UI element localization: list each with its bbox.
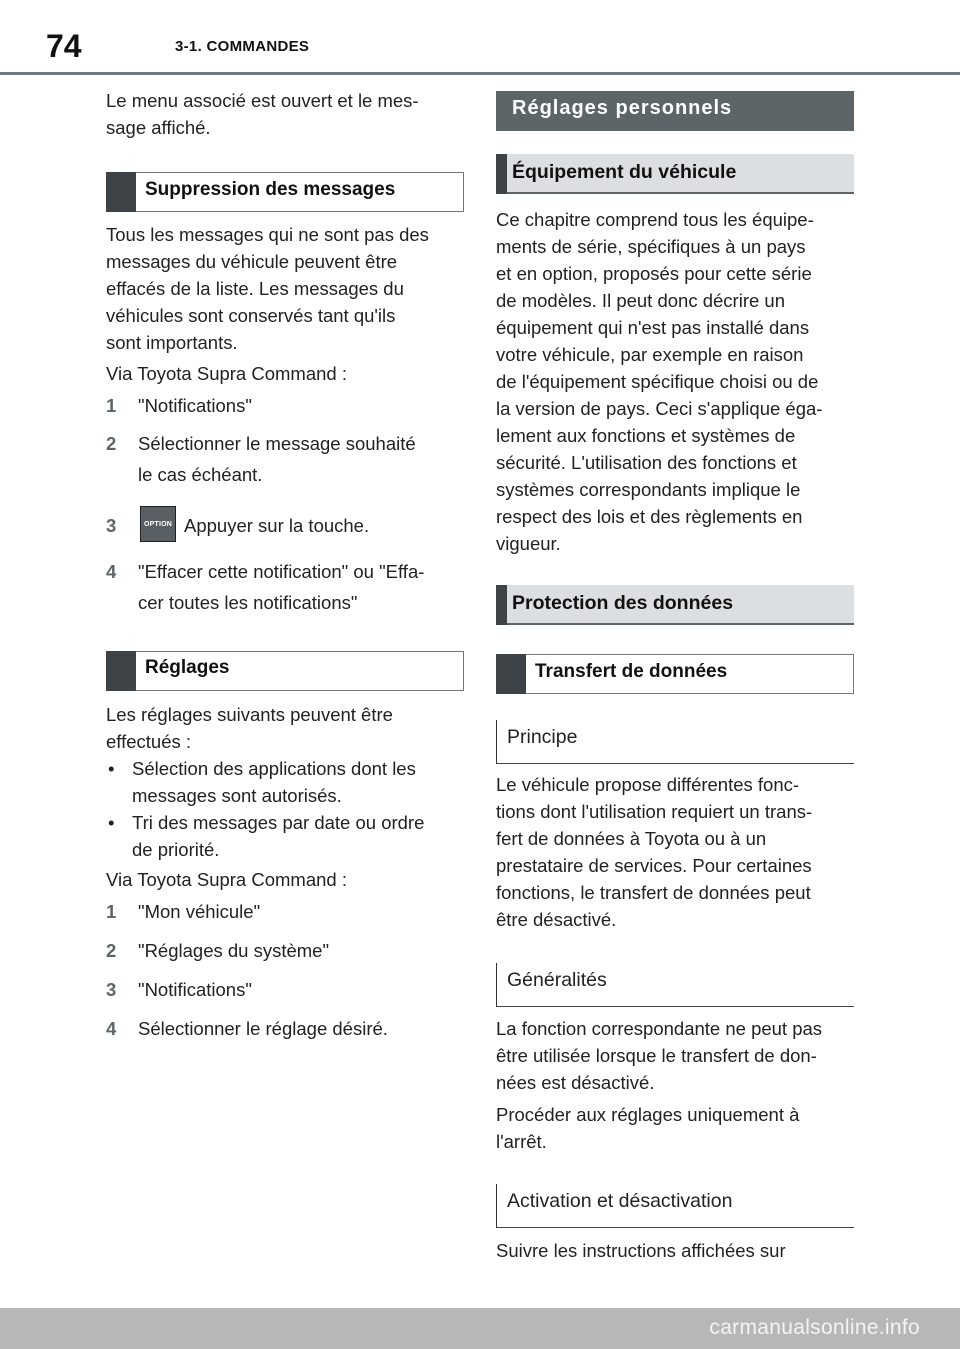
heading-reglages-personnels: Réglages personnels <box>496 91 854 131</box>
heading-reglages: Réglages <box>106 651 464 691</box>
activation-paragraph: Suivre les instructions affichées sur <box>496 1240 786 1261</box>
suppression-paragraph: Tous les messages qui ne sont pas des messages du véhicule peuvent être effacés de la liste. Les messages du véhicules sont conservés tant qu'ils sont importants. <box>106 224 429 353</box>
subheading-generalites: Généralités <box>496 963 854 1007</box>
equipement-paragraph: Ce chapitre comprend tous les équipe- ments de série, spécifiques à un pays et en option, proposés pour cette série de modèles. Il peut donc décrire un équipement qui n'est pas installé dans votre véhicule, par exemple en raison de l'équipement spécifique choisi ou de la version de pays. Ceci s'applique éga- lement aux fonctions et systèmes de sécurité. L'utilisation des fonctions et systèmes correspondants implique le respect des lois et des règlements en vigueur. <box>496 209 823 554</box>
heading-bar <box>496 154 507 194</box>
step-4: 4 "Effacer cette notification" ou "Effa- cer toutes les notifications" <box>106 561 425 613</box>
header-divider <box>0 72 960 75</box>
page-header <box>0 0 960 78</box>
heading-suppression-messages: Suppression des messages <box>106 172 464 212</box>
step-3: 3 OPTION Appuyer sur la touche. <box>106 512 464 539</box>
heading-transfert-donnees: Transfert de données <box>496 654 854 694</box>
watermark-bar <box>0 1308 960 1349</box>
bullet-item: • Tri des messages par date ou ordre de priorité. <box>108 812 425 860</box>
heading-protection-donnees: Protection des données <box>496 585 854 625</box>
heading-equipement-vehicule: Équipement du véhicule <box>496 154 854 194</box>
principe-paragraph: Le véhicule propose différentes fonc- tions dont l'utilisation requiert un trans- fert de données à Toyota ou à un prestataire de services. Pour certaines fonctions, le transfert de données peut être désactivé. <box>496 774 813 930</box>
heading-bar <box>496 654 526 694</box>
step-4: 4 Sélectionner le réglage désiré. <box>106 1018 388 1039</box>
reglages-paragraph: Les réglages suivants peuvent être effectués : <box>106 704 393 752</box>
subheading-activation: Activation et désactivation <box>496 1184 854 1228</box>
step-1: 1 "Mon véhicule" <box>106 901 261 922</box>
step-3: 3 "Notifications" <box>106 979 252 1000</box>
via-command-1: Via Toyota Supra Command : <box>106 363 347 384</box>
heading-bar <box>496 585 507 625</box>
section-label: 3-1. COMMANDES <box>175 38 310 55</box>
heading-bar <box>106 172 136 212</box>
page-number: 74 <box>46 28 82 64</box>
option-key-icon: OPTION <box>140 506 176 542</box>
step-2: 2 Sélectionner le message souhaité le cas échéant. <box>106 433 416 485</box>
heading-bar <box>106 651 136 691</box>
intro-paragraph: Le menu associé est ouvert et le mes- sage affiché. <box>106 90 419 138</box>
generalites-paragraph-1: La fonction correspondante ne peut pas être utilisée lorsque le transfert de don- nées est désactivé. <box>496 1018 823 1093</box>
step-1: 1 "Notifications" <box>106 395 252 416</box>
via-command-2: Via Toyota Supra Command : <box>106 869 347 890</box>
generalites-paragraph-2: Procéder aux réglages uniquement à l'arrêt. <box>496 1104 800 1152</box>
subheading-principe: Principe <box>496 720 854 764</box>
step-2: 2 "Réglages du système" <box>106 940 330 961</box>
bullet-item: • Sélection des applications dont les messages sont autorisés. <box>108 758 416 806</box>
watermark-text: carmanualsonline.info <box>709 1316 920 1339</box>
